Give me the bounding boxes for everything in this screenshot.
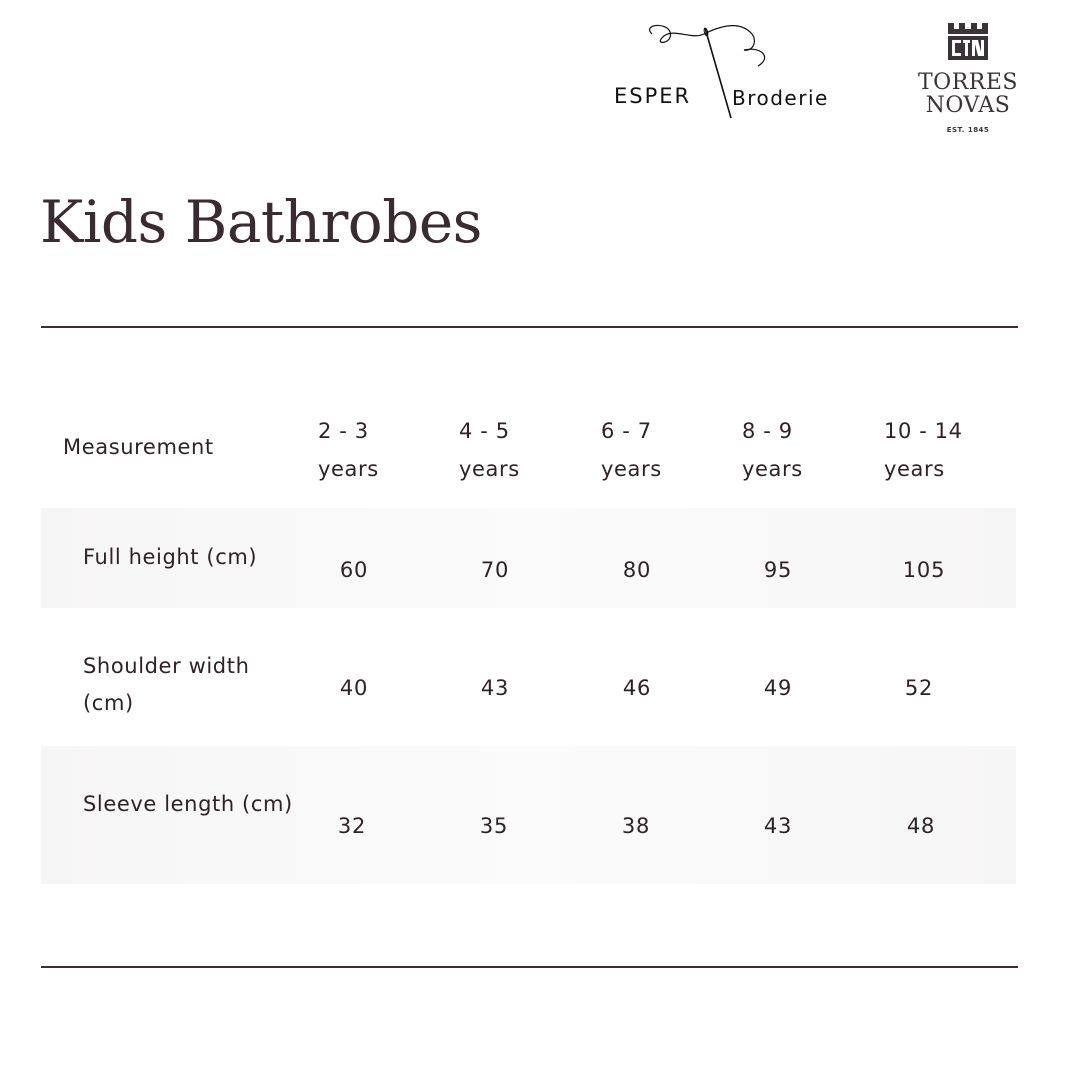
header-range: 6 - 7 [601, 419, 652, 443]
torres-wordmark: TORRES [918, 70, 1018, 95]
header-size-8-9 [742, 412, 803, 488]
cell-value: 105 [902, 558, 946, 582]
header-range: 2 - 3 [318, 419, 369, 443]
cell-value: 60 [339, 558, 369, 582]
top-divider [41, 326, 1018, 328]
castle-tower-icon [947, 22, 989, 62]
header-range: 4 - 5 [459, 419, 510, 443]
cell-value: 52 [904, 676, 934, 700]
bottom-divider [41, 966, 1018, 968]
cell-value: 49 [763, 676, 793, 700]
table-row-sleeve-length [41, 746, 1016, 884]
header-unit: years [884, 457, 945, 481]
size-chart-table [41, 398, 1016, 884]
cell-value: 43 [763, 814, 793, 838]
cell-value: 95 [763, 558, 793, 582]
table-row-full-height [41, 508, 1016, 608]
header-unit: years [601, 457, 662, 481]
header-unit: years [742, 457, 803, 481]
cell-value: 35 [479, 814, 509, 838]
header-unit: years [318, 457, 379, 481]
table-row-shoulder-width [41, 608, 1016, 746]
header-size-10-14 [884, 412, 963, 488]
row-label: Shoulder width (cm) [83, 654, 250, 715]
cell-value: 40 [339, 676, 369, 700]
header-unit: years [459, 457, 520, 481]
cell-value: 80 [622, 558, 652, 582]
cell-value: 38 [621, 814, 651, 838]
torres-novas-logo [900, 20, 1036, 140]
header-size-4-5 [459, 412, 520, 488]
cell-value: 43 [480, 676, 510, 700]
header-size-2-3 [318, 412, 379, 488]
header-measurement: Measurement [63, 435, 214, 459]
esper-broderie-logo [612, 20, 862, 122]
header-range: 10 - 14 [884, 419, 963, 443]
header-size-6-7 [601, 412, 662, 488]
row-label: Full height (cm) [83, 545, 258, 569]
cell-value: 46 [622, 676, 652, 700]
row-label: Sleeve length (cm) [83, 792, 293, 816]
esper-wordmark: ESPER [614, 84, 692, 108]
cell-value: 70 [480, 558, 510, 582]
broderie-wordmark: Broderie [732, 86, 829, 110]
header-range: 8 - 9 [742, 419, 793, 443]
cell-value: 48 [906, 814, 936, 838]
table-header-row [41, 398, 1016, 508]
page-title: Kids Bathrobes [40, 188, 482, 256]
established-year: EST. 1845 [946, 126, 990, 134]
novas-wordmark: NOVAS [925, 93, 1011, 118]
cell-value: 32 [337, 814, 367, 838]
